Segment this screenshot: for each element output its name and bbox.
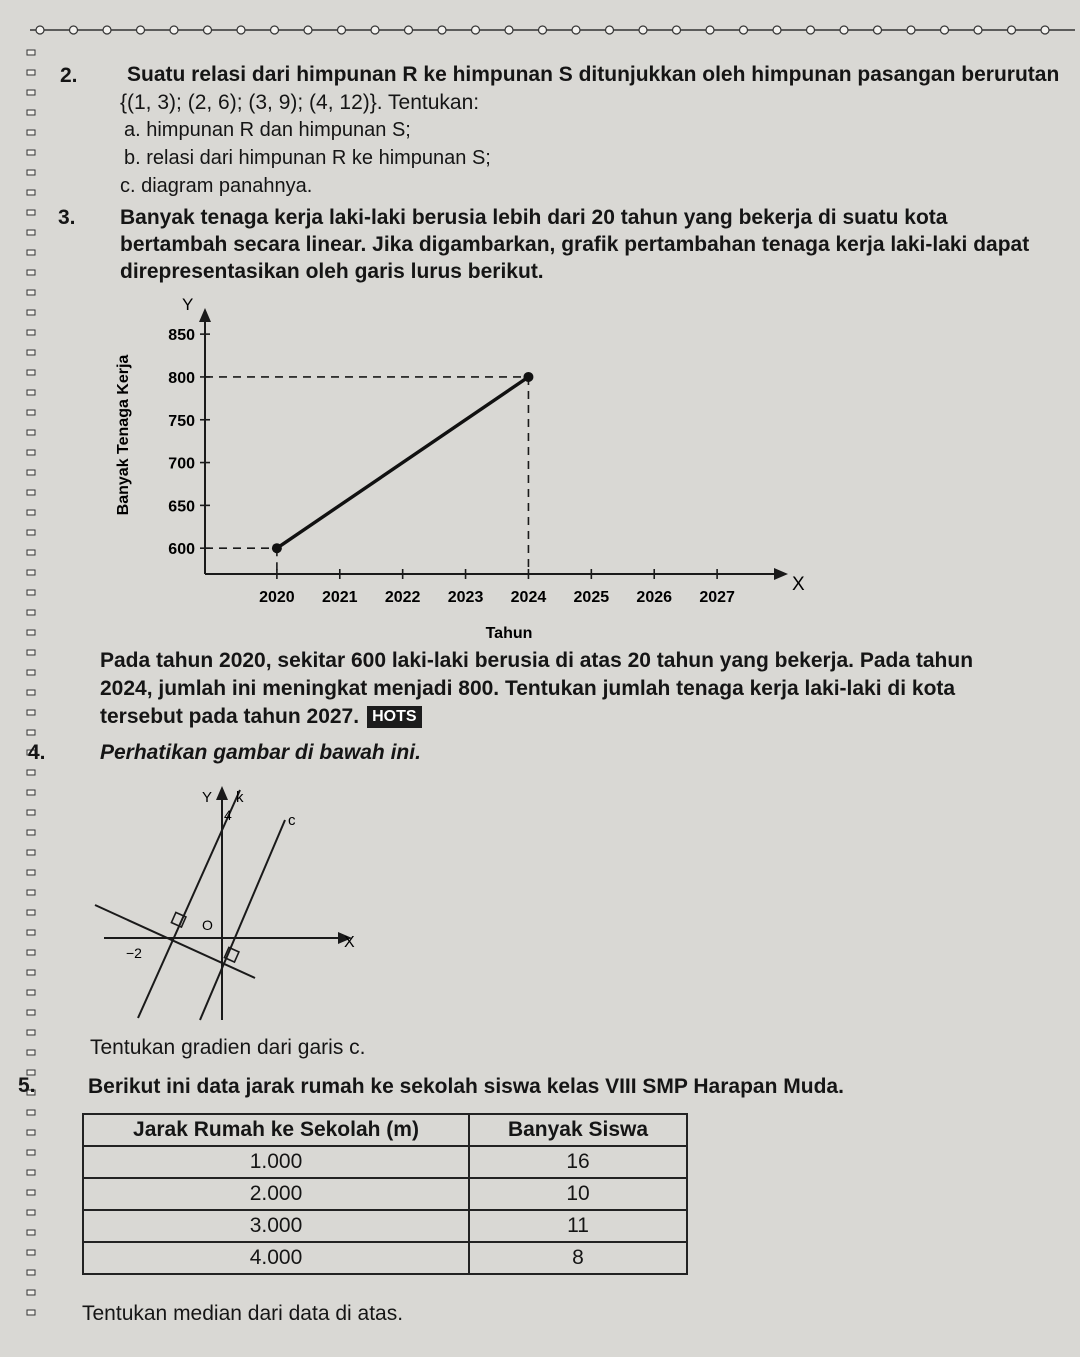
binder-ring-icon [170, 26, 178, 34]
question-3-line-3: direpresentasikan oleh garis lurus berikut. [120, 260, 544, 283]
binder-ring-icon [773, 26, 781, 34]
question-2-set: {(1, 3); (2, 6); (3, 9); (4, 12)}. Tentukan: [120, 91, 480, 114]
chart-series-line [277, 377, 529, 548]
question-3-after-line-1: Pada tahun 2020, sekitar 600 laki-laki berusia di atas 20 tahun yang bekerja. Pada tahun [100, 649, 974, 672]
binder-hole-icon [27, 250, 35, 255]
binder-hole-icon [27, 1270, 35, 1275]
table-cell-distance: 2.000 [83, 1178, 469, 1210]
chart-x-tick-label: 2020 [259, 589, 295, 606]
table-cell-students: 11 [469, 1210, 687, 1242]
table-row [83, 1210, 687, 1242]
binder-ring-icon [673, 26, 681, 34]
question-4-prompt: Tentukan gradien dari garis c. [90, 1036, 366, 1059]
figure-label-k: k [236, 789, 244, 806]
chart-x-tick-label: 2026 [636, 589, 673, 606]
chart-y-tick-label: 850 [168, 327, 195, 345]
binder-hole-icon [27, 1030, 35, 1035]
figure-label-origin: O [202, 917, 213, 933]
question-5-prompt: Tentukan median dari data di atas. [82, 1302, 404, 1325]
binder-ring-icon [639, 26, 647, 34]
binder-hole-icon [27, 70, 35, 75]
labor-growth-chart [0, 290, 820, 650]
question-5-text: Berikut ini data jarak rumah ke sekolah siswa kelas VIII SMP Harapan Muda. [88, 1075, 844, 1098]
binder-hole-icon [27, 1050, 35, 1055]
figure-label-x: X [344, 934, 355, 951]
binder-hole-icon [27, 1190, 35, 1195]
binder-hole-icon [27, 830, 35, 835]
hots-badge: HOTS [367, 706, 421, 728]
binder-ring-icon [907, 26, 915, 34]
question-2-number: 2. [60, 64, 78, 87]
binder-ring-icon [36, 26, 44, 34]
binder-ring-icon [941, 26, 949, 34]
binder-ring-icon [472, 26, 480, 34]
binder-hole-icon [27, 650, 35, 655]
chart-y-tick-label: 800 [168, 369, 195, 387]
table-cell-students: 8 [469, 1242, 687, 1274]
binder-hole-icon [27, 190, 35, 195]
figure-label-minus-2: −2 [126, 945, 142, 961]
figure-y-arrow-icon [216, 786, 228, 800]
table-row [83, 1178, 687, 1210]
question-3-line-2: bertambah secara linear. Jika digambarkan, grafik pertambahan tenaga kerja laki-laki dapat [120, 233, 1030, 256]
question-2-text: Suatu relasi dari himpunan R ke himpunan S ditunjukkan oleh himpunan pasangan berurutan [127, 63, 1060, 86]
binder-hole-icon [27, 690, 35, 695]
table-header-distance: Jarak Rumah ke Sekolah (m) [83, 1114, 469, 1146]
binder-hole-icon [27, 90, 35, 95]
binder-ring-icon [572, 26, 580, 34]
binder-hole-icon [27, 150, 35, 155]
chart-x-tick-label: 2027 [699, 589, 735, 606]
chart-y-tick-label: 700 [168, 455, 195, 473]
table-header-row [83, 1114, 687, 1146]
binder-ring-icon [237, 26, 245, 34]
chart-y-tick-label: 750 [168, 412, 195, 430]
binder-hole-icon [27, 1150, 35, 1155]
binder-ring-icon [338, 26, 346, 34]
question-5-number: 5. [18, 1074, 36, 1097]
binder-hole-icon [27, 210, 35, 215]
binder-hole-icon [27, 730, 35, 735]
binder-hole-icon [27, 930, 35, 935]
table-cell-distance: 4.000 [83, 1242, 469, 1274]
chart-x-arrow-icon [774, 568, 788, 580]
binder-hole-icon [27, 170, 35, 175]
chart-y-tick-label: 600 [168, 541, 195, 559]
binder-rings-left [0, 40, 40, 1340]
binder-ring-icon [137, 26, 145, 34]
chart-data-point [272, 543, 282, 553]
table-row [83, 1146, 687, 1178]
binder-ring-icon [405, 26, 413, 34]
binder-ring-icon [204, 26, 212, 34]
binder-hole-icon [27, 890, 35, 895]
question-4-text: Perhatikan gambar di bawah ini. [100, 741, 421, 764]
question-2-item-b: b. relasi dari himpunan R ke himpunan S; [124, 147, 491, 169]
binder-ring-icon [271, 26, 279, 34]
chart-data-point [523, 372, 533, 382]
chart-y-tick-label: 650 [168, 498, 195, 516]
chart-x-tick-label: 2024 [510, 589, 547, 606]
question-3-number: 3. [58, 206, 76, 229]
binder-hole-icon [27, 230, 35, 235]
question-3-after-line-2: 2024, jumlah ini meningkat menjadi 800. Tentukan jumlah tenaga kerja laki-laki di kota [100, 677, 956, 700]
binder-ring-icon [706, 26, 714, 34]
binder-hole-icon [27, 1010, 35, 1015]
binder-ring-icon [70, 26, 78, 34]
line-k [138, 790, 240, 1018]
figure-label-4: 4 [224, 807, 232, 823]
chart-y-axis-letter: Y [182, 295, 194, 314]
table-cell-students: 10 [469, 1178, 687, 1210]
binder-ring-icon [103, 26, 111, 34]
binder-ring-icon [438, 26, 446, 34]
binder-ring-icon [606, 26, 614, 34]
table-cell-students: 16 [469, 1146, 687, 1178]
question-3-line-1: Banyak tenaga kerja laki-laki berusia lebih dari 20 tahun yang bekerja di suatu kota [120, 206, 948, 229]
binder-hole-icon [27, 1250, 35, 1255]
binder-hole-icon [27, 1170, 35, 1175]
chart-x-tick-label: 2025 [573, 589, 610, 606]
chart-x-tick-label: 2022 [384, 589, 421, 606]
table-cell-distance: 1.000 [83, 1146, 469, 1178]
binder-ring-icon [974, 26, 982, 34]
question-2-item-a: a. himpunan R dan himpunan S; [124, 119, 411, 141]
binder-ring-icon [505, 26, 513, 34]
table-header-students: Banyak Siswa [469, 1114, 687, 1146]
binder-hole-icon [27, 710, 35, 715]
binder-hole-icon [27, 850, 35, 855]
chart-x-label: Tahun [485, 625, 533, 642]
binder-hole-icon [27, 110, 35, 115]
binder-hole-icon [27, 1310, 35, 1315]
binder-ring-icon [1008, 26, 1016, 34]
table-cell-distance: 3.000 [83, 1210, 469, 1242]
binder-hole-icon [27, 770, 35, 775]
binder-ring-icon [1041, 26, 1049, 34]
figure-label-y: Y [202, 789, 213, 806]
question-4-number: 4. [28, 741, 46, 764]
binder-hole-icon [27, 970, 35, 975]
binder-hole-icon [27, 1210, 35, 1215]
binder-hole-icon [27, 810, 35, 815]
binder-hole-icon [27, 50, 35, 55]
binder-rings-top [0, 20, 1080, 40]
binder-hole-icon [27, 130, 35, 135]
binder-hole-icon [27, 670, 35, 675]
binder-hole-icon [27, 950, 35, 955]
binder-ring-icon [874, 26, 882, 34]
binder-hole-icon [27, 1290, 35, 1295]
binder-hole-icon [27, 270, 35, 275]
binder-hole-icon [27, 990, 35, 995]
chart-y-arrow-icon [199, 308, 211, 322]
binder-ring-icon [740, 26, 748, 34]
chart-x-tick-label: 2023 [447, 589, 484, 606]
chart-y-label: Banyak Tenaga Kerja [115, 354, 132, 516]
question-2-item-c: c. diagram panahnya. [120, 175, 313, 197]
question-3-after-line-3 [100, 703, 422, 730]
binder-hole-icon [27, 1110, 35, 1115]
binder-ring-icon [807, 26, 815, 34]
binder-ring-icon [304, 26, 312, 34]
distance-table [82, 1113, 688, 1275]
lines-figure [90, 780, 380, 1030]
binder-ring-icon [371, 26, 379, 34]
table-row [83, 1242, 687, 1274]
question-3-after-line-3-text: tersebut pada tahun 2027. [100, 705, 360, 728]
chart-x-tick-label: 2021 [321, 589, 358, 606]
binder-hole-icon [27, 870, 35, 875]
binder-hole-icon [27, 1230, 35, 1235]
binder-hole-icon [27, 1130, 35, 1135]
figure-label-c: c [288, 812, 296, 829]
binder-ring-icon [539, 26, 547, 34]
binder-ring-icon [840, 26, 848, 34]
chart-x-axis-letter: X [792, 574, 805, 595]
binder-hole-icon [27, 910, 35, 915]
binder-hole-icon [27, 790, 35, 795]
